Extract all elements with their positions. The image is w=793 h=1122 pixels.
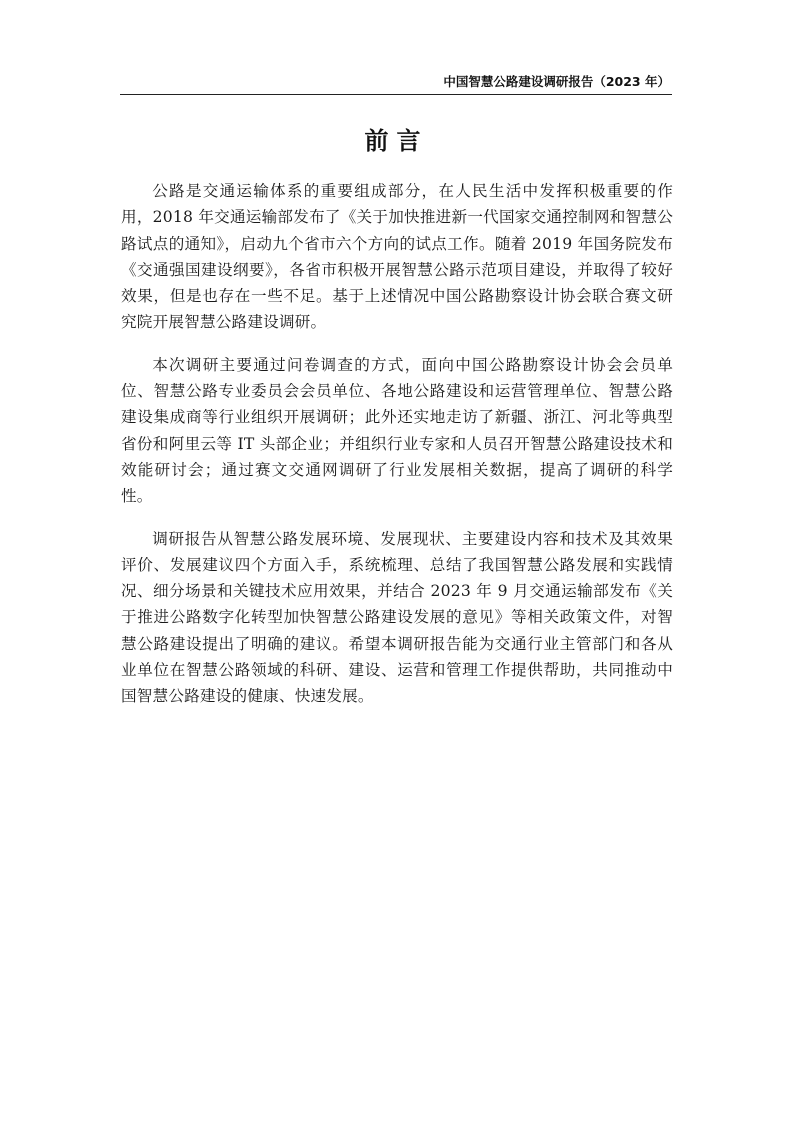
paragraph-2: 本次调研主要通过问卷调查的方式，面向中国公路勘察设计协会会员单位、智慧公路专业委员会会员单位、各地公路建设和运营管理单位、智慧公路建设集成商等行业组织开展调研；此外还实地走访了新疆、浙江、河北等典型省份和阿里云等 IT 头部企业；并组织行业专家和人员召开智慧公路建设技术和效能研讨会；通过赛文交通网调研了行业发展相关数据，提高了调研的科学性。: [121, 355, 673, 506]
page-title: 前言: [364, 126, 429, 155]
paragraph-3: 调研报告从智慧公路发展环境、发展现状、主要建设内容和技术及其效果评价、发展建议四个方面入手，系统梳理、总结了我国智慧公路发展和实践情况、细分场景和关键技术应用效果，并结合 2023 年 9 月交通运输部发布《关于推进公路数字化转型加快智慧公路建设发展的意见》等相关政策文件，对智慧公路建设提出了明确的建议。希望本调研报告能为交通行业主管部门和各从业单位在智慧公路领域的科研、建设、运营和管理工作提供帮助，共同推动中国智慧公路建设的健康、快速发展。: [121, 529, 673, 706]
body-text: [121, 178, 673, 726]
paragraph-1: 公路是交通运输体系的重要组成部分，在人民生活中发挥积极重要的作用，2018 年交通运输部发布了《关于加快推进新一代国家交通控制网和智慧公路试点的通知》，启动九个省市六个方向的试点工作。随着 2019 年国务院发布《交通强国建设纲要》，各省市积极开展智慧公路示范项目建设，并取得了较好效果，但是也存在一些不足。基于上述情况中国公路勘察设计协会联合赛文研究院开展智慧公路建设调研。: [121, 182, 673, 332]
page-header: [120, 66, 672, 95]
running-header-title: 中国智慧公路建设调研报告（2023 年）: [443, 74, 670, 89]
